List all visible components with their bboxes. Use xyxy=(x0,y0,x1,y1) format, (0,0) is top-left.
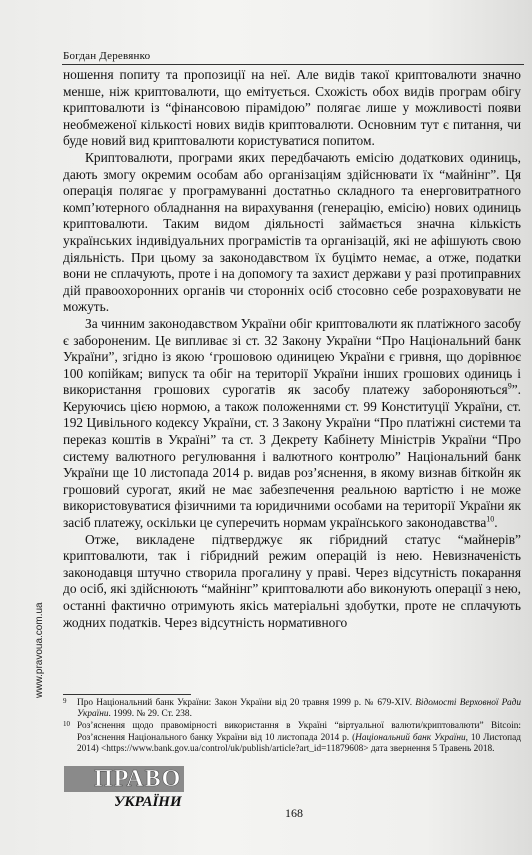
paragraph-4: Отже, викладене підтверджує як гібридний статус “майнерів” криптовалюти, так і гібридний режим операцій із нею. Невизначеність законодавця штучно створила прогалину у праві. Через відсутність покарання до осіб, які здійснюють “майнінг” криптовалюти або виконують операції з нею, останні фактично отримують якісь матеріальні здобутки, проте не сплачують жодних податків. Через відсутність нормативного xyxy=(63,531,521,630)
paragraph-3: За чинним законодавством України обіг криптовалюти як платіжного засобу є забороненим. Це випливає зі ст. 32 Закону України “Про Національний банк України”, згідно із якою ‘грошовою одиницею України є гривня, що дорівнює 100 копійкам; випуск та обіг на території України інших грошових одиниць і використання грошових сурогатів як засобу платежу забороняються$^9$”. Керуючись цією нормою, а також положеннями ст. 99 Конституції України, ст. 192 Цивільного кодексу України, ст. 3 Закону України “Про платіжні системи та переказ коштів в Україні” та ст. 3 Декрету Кабінету Міністрів України “Про систему валютного регулювання і валютного контролю” Національний банк України ще 10 листопада 2014 р. видав роз’яснення, в якому визнав біткойн як грошовий сурогат, який не має забезпечення реальною вартістю і не може використовуватися фізичними та юридичними особами на території України як засіб платежу, оскільки це суперечить нормам українського законодавства$^{10}$. xyxy=(63,315,521,531)
side-website xyxy=(34,548,48,708)
footnote-tail: , 10 Листопад 2014) <https://www.bank.gov.ua/control/uk/publish/article?art_id=11879608> дата звернення 5 Травень 2018. xyxy=(77,732,521,754)
footnote-9 xyxy=(63,698,521,720)
footnotes xyxy=(63,698,521,756)
paragraph-3-text-b: ”. Керуючись цією нормою, а також положеннями ст. 99 Конституції України, ст. 192 Цивільного кодексу України, ст. 3 Закону України “Про платіжні системи та переказ коштів в Україні” та ст. 3 Декрету Кабінету Міністрів України “Про систему валютного регулювання і валютного контролю” Національний банк України ще 10 листопада 2014 р. видав роз’яснення, в якому визнав біткойн як грошовий сурогат, який не має забезпечення реальною вартістю і не може використовуватися фізичними та юридичними особами на території України як засіб платежу, оскільки це суперечить нормам українського законодавства xyxy=(63,382,521,531)
footnote-italic: Відомості Верховної Ради України xyxy=(77,698,521,720)
website-url[interactable]: www.pravoua.com.ua xyxy=(34,602,45,698)
footnote-ref-10[interactable]: 10 xyxy=(486,514,495,524)
body-text xyxy=(63,67,521,631)
running-header: Богдан Деревянко xyxy=(63,50,151,62)
page-number: 168 xyxy=(285,806,303,820)
footnote-tail: . 1999. № 29. Ст. 238. xyxy=(108,709,192,720)
logo-word-pravo: ПРАВО xyxy=(94,766,182,792)
paragraph-3-text-a: За чинним законодавством України обіг криптовалюти як платіжного засобу є забороненим. Це випливає зі ст. 32 Закону України “Про Національний банк України”, згідно із якою ‘грошовою одиницею України є гривня, що дорівнює 100 копійкам; випуск та обіг на території України інших грошових одиниць і використання грошових сурогатів як засобу платежу забороняються xyxy=(63,315,521,398)
footnote-rule xyxy=(63,694,191,695)
footnote-number: 10 xyxy=(63,720,70,729)
footnote-text: Роз’яснення щодо правомірності використання в Україні “віртуальної валюти/криптовалюти” Bitcoin: Роз’яснення Національного банку України від 10 листопада 2014 р. ( xyxy=(77,721,521,743)
footnote-ref-9[interactable]: 9 xyxy=(507,381,512,391)
footnote-number: 9 xyxy=(63,697,67,705)
footnote-text: Про Національний банк України: Закон України від 20 травня 1999 р. № 679-XIV. xyxy=(77,698,416,708)
footnote-10 xyxy=(63,721,521,755)
header-rule xyxy=(62,64,524,65)
footnote-italic: Національний банк України xyxy=(355,732,466,743)
journal-logo xyxy=(64,764,184,830)
paragraph-2: Криптовалюти, програми яких передбачають емісію додаткових одиниць, дають змогу окремим особам або організаціям здійснювати їх “майнінг”. Ця операція полягає у програмуванні достатньо складного та енерговитратного комп’ютерного обладнання на вирахування (генерацію, емісію) нових одиниць криптовалюти. Таким видом діяльності займається значна кількість українських індивідуальних програмістів та організацій, які не афішують свою діяльність. При цьому за законодавством їх буцімто немає, а отже, податки вони не сплачують, проте і на допомогу та захист держави у разі протиправних дій правоохоронних органів чи сторонніх осіб стосовно себе розраховувати не можуть. xyxy=(63,149,521,315)
paragraph-1: ношення попиту та пропозиції на неї. Але видів такої криптовалюти значно менше, ніж криптовалюти, що емітується. Схожість обох видів програм обігу криптовалюти із “фінансовою пірамідою” полягає лише у можливості появи необмеженої кількості нових видів криптовалюти. Основним тут є питання, чи буде новий вид криптовалюти користуватися попитом. xyxy=(63,67,521,149)
logo-word-ukrainy: УКРАЇНИ xyxy=(114,794,182,810)
